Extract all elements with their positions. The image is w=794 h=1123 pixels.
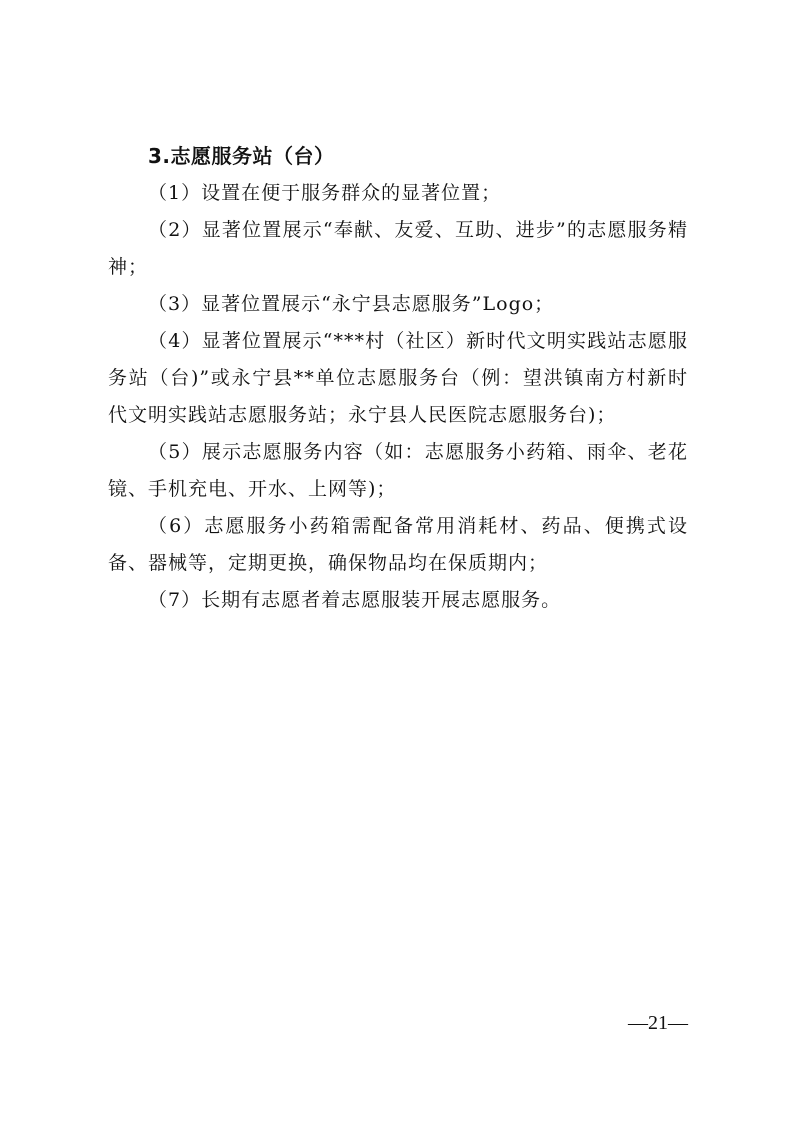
list-item-5: （5）展示志愿服务内容（如：志愿服务小药箱、雨伞、老花镜、手机充电、开水、上网等)； <box>108 441 688 500</box>
section-body <box>108 138 688 619</box>
section-heading: 3.志愿服务站（台） <box>148 144 335 168</box>
list-item-2: （2）显著位置展示“奉献、友爱、互助、进步”的志愿服务精神； <box>108 219 688 278</box>
list-item-4: （4）显著位置展示“***村（社区）新时代文明实践站志愿服务站（台)”或永宁县**单位志愿服务台（例：望洪镇南方村新时代文明实践站志愿服务站；永宁县人民医院志愿服务台)； <box>108 330 688 426</box>
list-item-7: （7）长期有志愿者着志愿服装开展志愿服务。 <box>148 589 562 611</box>
page-number: —21— <box>628 1012 688 1034</box>
list-item-1: （1）设置在便于服务群众的显著位置； <box>148 182 502 204</box>
list-item-6: （6）志愿服务小药箱需配备常用消耗材、药品、便携式设备、器械等，定期更换，确保物品均在保质期内； <box>108 515 688 574</box>
list-item-3: （3）显著位置展示“永宁县志愿服务”Logo； <box>148 293 555 315</box>
